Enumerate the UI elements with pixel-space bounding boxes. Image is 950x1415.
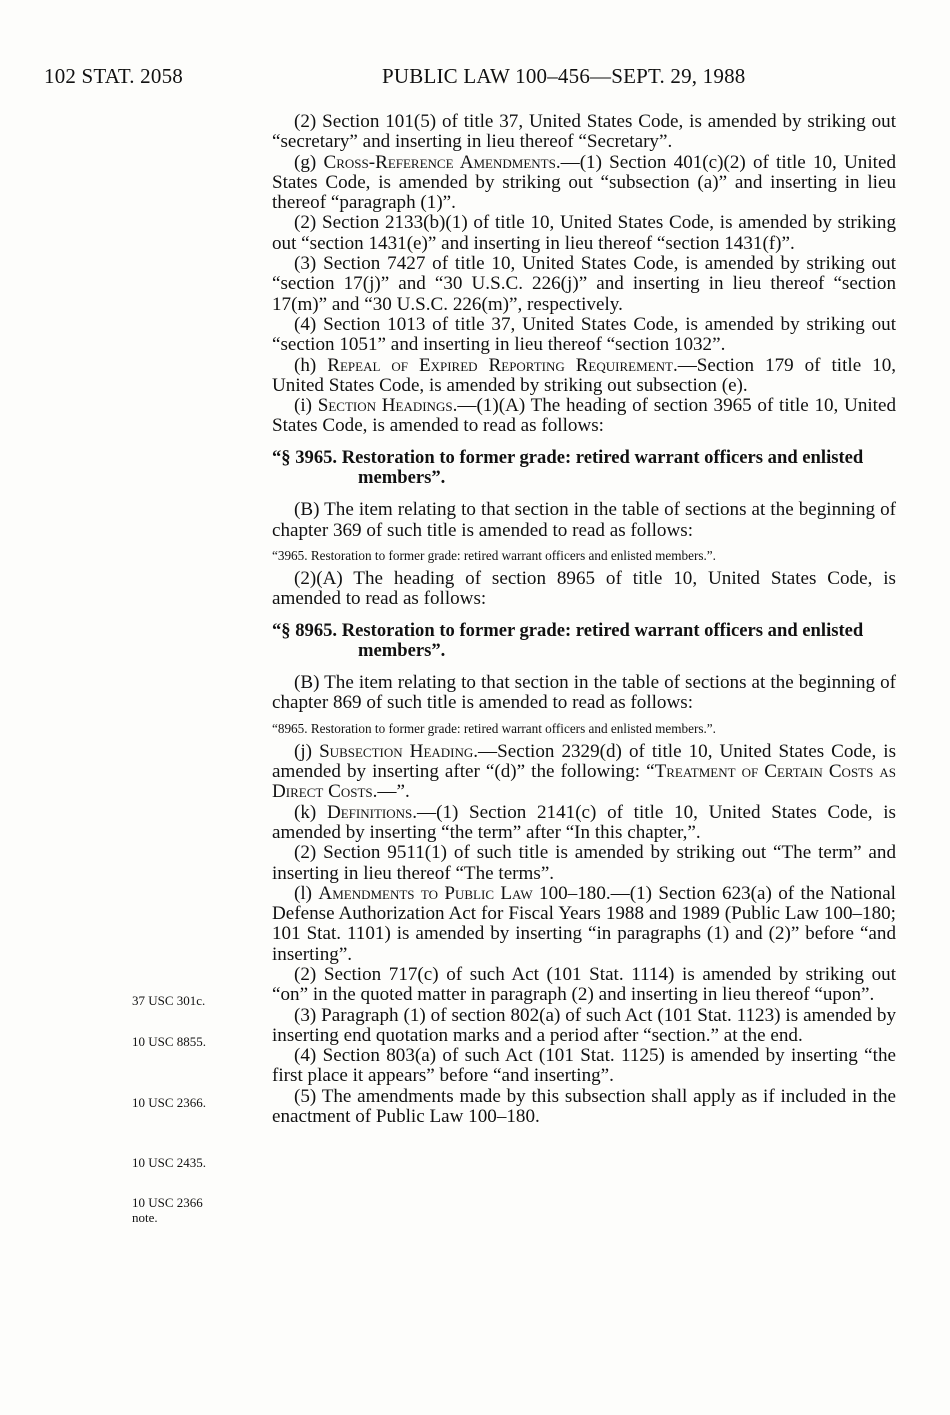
paragraph: (2) Section 101(5) of title 37, United States Code, is amended by striking out “secretary” and inserting in lieu thereof “Secretary”. — [272, 111, 896, 153]
stat-page-number: 102 STAT. 2058 — [44, 64, 183, 88]
paragraph: (2) Section 9511(1) of such title is amended by striking out “The term” and inserting in lieu thereof “The terms”. — [272, 842, 896, 884]
table-item-3965: “3965. Restoration to former grade: retired warrant officers and enlisted members.”. — [272, 547, 716, 563]
subsection-j: (j) Subsection Heading.—Section 2329(d) of title 10, United States Code, is amended by inserting after “(d)” the following: “Treatment of Certain Costs as Direct Costs.—”. — [272, 740, 897, 803]
subsection-heading: Repeal of Expired Reporting Requirement — [327, 354, 673, 376]
subsection-g: (g) Cross-Reference Amendments.—(1) Section 401(c)(2) of title 10, United States Code, is amended by striking out “subsection (a)” and inserting in lieu thereof “paragraph (1)”. — [272, 151, 896, 214]
paragraph: (B) The item relating to that section in the table of sections at the beginning of chapter 369 of such title is amended to read as follows: — [272, 499, 896, 541]
section-heading-3965: “§ 3965. Restoration to former grade: retired warrant officers and enlisted members”. — [272, 446, 864, 489]
subsection-i: (i) Section Headings.—(1)(A) The heading of section 3965 of title 10, United States Code, is amended to read as follows: — [272, 395, 896, 437]
paragraph: (4) Section 803(a) of such Act (101 Stat. 1125) is amended by inserting “the first place it appears” before “and inserting”. — [272, 1045, 896, 1087]
paragraph: (2) Section 2133(b)(1) of title 10, United States Code, is amended by striking out “section 1431(e)” and inserting in lieu thereof “section 1431(f)”. — [272, 212, 896, 254]
margin-note: 10 USC 8855. — [132, 1034, 207, 1049]
paragraph: (2) Section 717(c) of such Act (101 Stat. 1114) is amended by striking out “on” in the quoted matter in paragraph (2) and inserting in lieu thereof “upon”. — [272, 963, 896, 1006]
paragraph: (4) Section 1013 of title 37, United States Code, is amended by striking out “section 1051” and inserting in lieu thereof “section 1032”. — [272, 313, 896, 356]
subsection-heading: Definitions — [326, 801, 413, 823]
running-header — [0, 64, 950, 90]
paragraph: (2)(A) The heading of section 8965 of title 10, United States Code, is amended to read as follows: — [272, 567, 896, 610]
margin-note: 10 USC 2366. — [132, 1095, 207, 1110]
public-law-citation: PUBLIC LAW 100–456—SEPT. 29, 1988 — [382, 64, 746, 88]
subsection-heading: Cross-Reference Amendments — [323, 151, 556, 173]
margin-note: 10 USC 2366 note. — [132, 1195, 203, 1225]
section-heading-8965: “§ 8965. Restoration to former grade: retired warrant officers and enlisted members”. — [272, 619, 864, 661]
subsection-k: (k) Definitions.—(1) Section 2141(c) of title 10, United States Code, is amended by inserting “the term” after “In this chapter,”. — [272, 801, 896, 843]
subsection-h: (h) Repeal of Expired Reporting Requirement.—Section 179 of title 10, United States Code, is amended by striking out subsection (e). — [272, 354, 897, 396]
margin-note: 37 USC 301c. — [132, 993, 206, 1008]
margin-note: 10 USC 2435. — [132, 1155, 207, 1170]
table-item-8965: “8965. Restoration to former grade: retired warrant officers and enlisted members.”. — [272, 720, 716, 736]
subsection-heading: Section Headings — [317, 395, 453, 417]
subsection-heading: Amendments to Public Law — [318, 882, 533, 904]
subsection-heading: Subsection Heading — [319, 740, 474, 762]
statute-body — [272, 112, 896, 1127]
paragraph: (B) The item relating to that section in the table of sections at the beginning of chapter 869 of such title is amended to read as follows: — [272, 672, 896, 714]
paragraph: (5) The amendments made by this subsection shall apply as if included in the enactment of Public Law 100–180. — [272, 1085, 896, 1128]
paragraph: (3) Paragraph (1) of section 802(a) of such Act (101 Stat. 1123) is amended by inserting end quotation marks and a period after “section.” at the end. — [272, 1004, 896, 1046]
subsection-l: (l) Amendments to Public Law 100–180.—(1) Section 623(a) of the National Defense Authorization Act for Fiscal Years 1988 and 1989 (Public Law 100–180; 101 Stat. 1101) is amended by inserting “in paragraphs (1) and (2)” before “and inserting”. — [272, 882, 896, 965]
paragraph: (3) Section 7427 of title 10, United States Code, is amended by striking out “section 17(j)” and “30 U.S.C. 226(j)” and inserting in lieu thereof “section 17(m)” and “30 U.S.C. 226(m)”, respectively. — [272, 253, 896, 315]
